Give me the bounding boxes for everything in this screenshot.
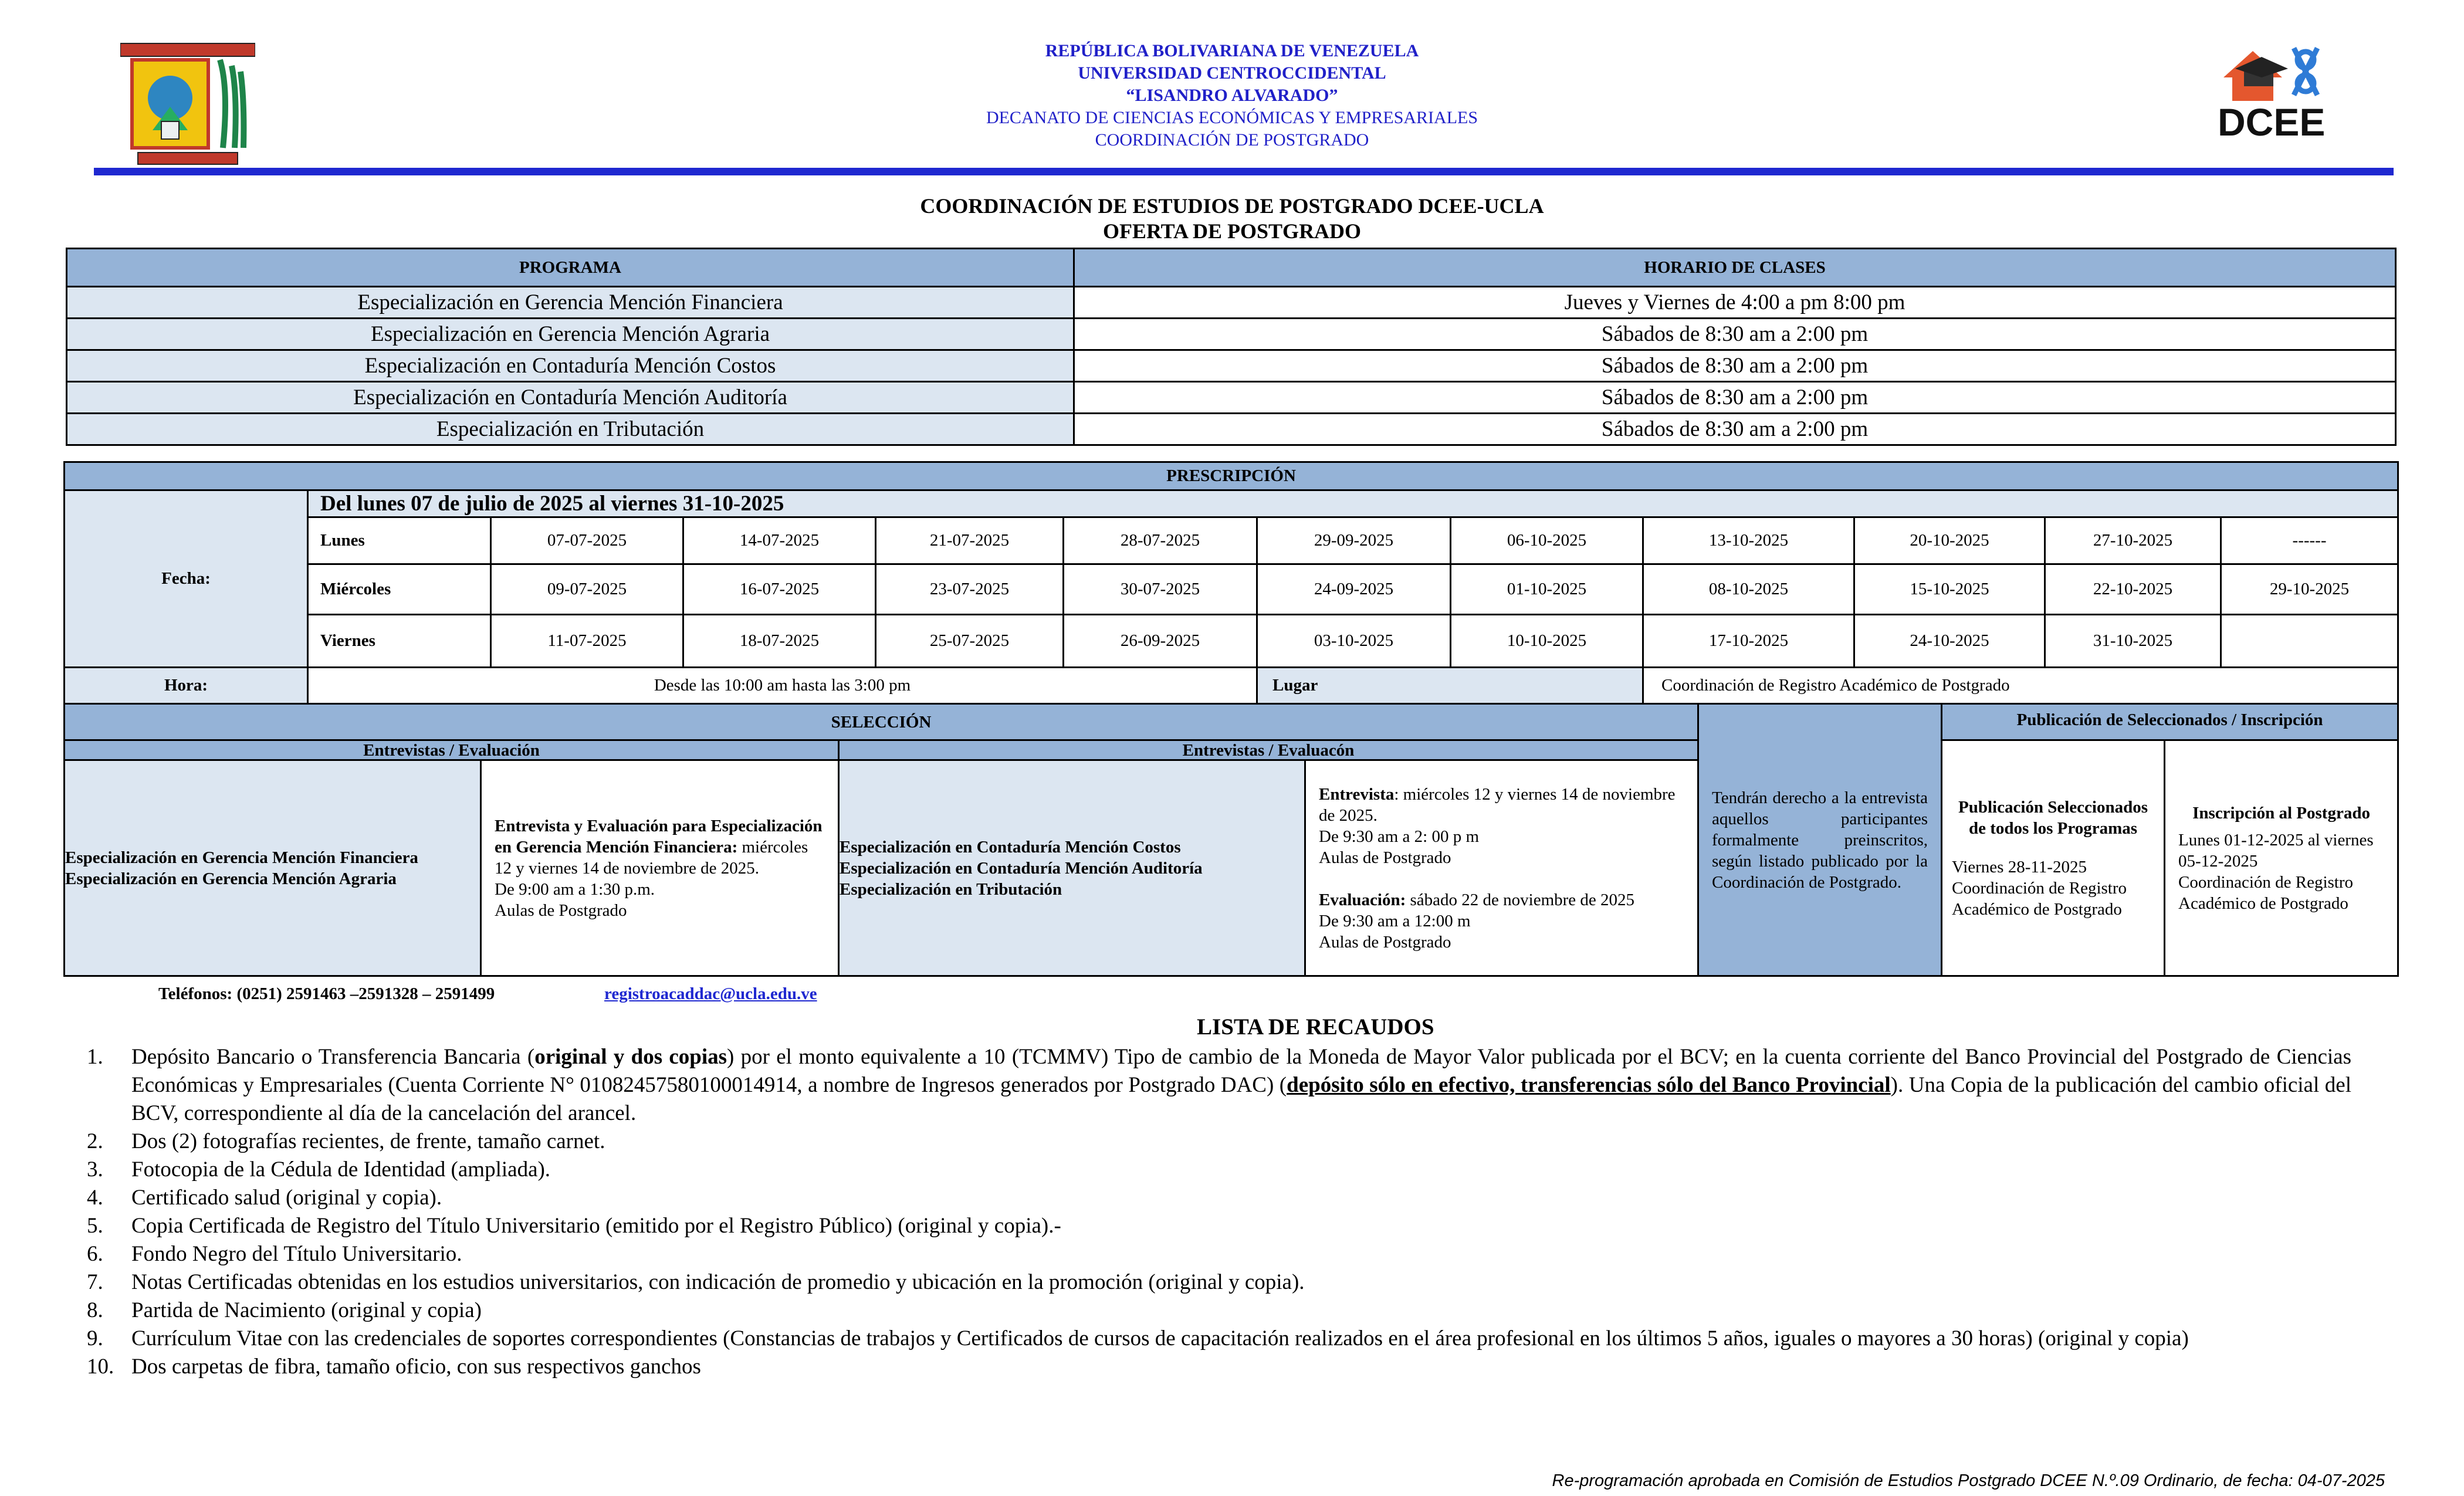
day-row-lunes: [65, 517, 2398, 564]
hora-label: Hora:: [65, 668, 308, 704]
lugar-label: Lugar: [1257, 668, 1643, 704]
header-line-5: COORDINACIÓN DE POSTGRADO: [1095, 130, 1369, 150]
date-cell: 24-10-2025: [1854, 615, 2045, 668]
program-header: PROGRAMA: [67, 249, 1074, 287]
date-cell: 17-10-2025: [1643, 615, 1854, 668]
group1-program: Especialización en Gerencia Mención Agraria: [65, 869, 397, 888]
header-line-4: DECANATO DE CIENCIAS ECONÓMICAS Y EMPRESARIALES: [986, 108, 1478, 127]
evaluacion-text: sábado 22 de noviembre de 2025: [1406, 890, 1635, 909]
group2-program: Especialización en Contaduría Mención Auditoría: [840, 858, 1203, 878]
entrevista-text: : miércoles 12 y viernes 14 de noviembre de 2025.: [1319, 784, 1676, 825]
program-schedule: Sábados de 8:30 am a 2:00 pm: [1074, 414, 2396, 445]
item-number: 3.: [87, 1157, 103, 1182]
date-cell: 11-07-2025: [491, 615, 683, 668]
group1-programs: [65, 760, 481, 976]
list-item: [87, 1128, 2351, 1156]
date-cell: 08-10-2025: [1643, 564, 1854, 615]
lugar-value: Coordinación de Registro Académico de Postgrado: [1643, 668, 2398, 704]
date-cell: 15-10-2025: [1854, 564, 2045, 615]
program-name: Especialización en Tributación: [67, 414, 1074, 445]
evaluacion-label: Evaluación:: [1319, 890, 1406, 909]
ucla-logo: [120, 42, 255, 168]
program-table: [66, 248, 2397, 446]
date-cell: 18-07-2025: [683, 615, 876, 668]
publicacion-date: Viernes 28-11-2025: [1952, 857, 2087, 876]
item-number: 2.: [87, 1129, 103, 1153]
item-text: Notas Certificadas obtenidas en los estudios universitarios, con indicación de promedio y ubicación en la promoción (original y copia).: [131, 1270, 1305, 1294]
item-text: Partida de Nacimiento (original y copia): [131, 1298, 482, 1322]
footer-note: Re-programación aprobada en Comisión de Estudios Postgrado DCEE N.º.09 Ordinario, de fecha: 04-07-2025: [1552, 1471, 2385, 1490]
program-row: [67, 287, 2396, 319]
day-name: Lunes: [308, 517, 491, 564]
document-title: [528, 194, 1936, 244]
program-row: [67, 319, 2396, 350]
publicacion-title: Publicación Seleccionados de todos los Programas: [1958, 797, 2148, 838]
item-text: Dos carpetas de fibra, tamaño oficio, con sus respectivos ganchos: [131, 1355, 701, 1379]
item-text: Fondo Negro del Título Universitario.: [131, 1242, 462, 1266]
date-cell: 29-10-2025: [2221, 564, 2398, 615]
item-number: 9.: [87, 1326, 103, 1351]
dcee-logo-text: DCEE: [2218, 100, 2326, 144]
item1-part-d: depósito sólo en efectivo, transferencias sólo del Banco Provincial: [1287, 1073, 1891, 1097]
inscripcion-title: Inscripción al Postgrado: [2192, 803, 2370, 823]
date-cell: 14-07-2025: [683, 517, 876, 564]
list-item: [87, 1184, 2351, 1212]
contact-phones: Teléfonos: (0251) 2591463 –2591328 – 2591499: [158, 984, 495, 1003]
evaluacion-place: Aulas de Postgrado: [1319, 932, 1451, 952]
inscripcion-place: Coordinación de Registro Académico de Postgrado: [2178, 872, 2354, 913]
list-item: [87, 1325, 2351, 1353]
header-line-1: REPÚBLICA BOLIVARIANA DE VENEZUELA: [1045, 41, 1419, 60]
group2-program: Especialización en Contaduría Mención Costos: [840, 837, 1181, 857]
header-line-3: “LISANDRO ALVARADO”: [1126, 86, 1338, 105]
inscripcion-date: Lunes 01-12-2025 al viernes 05-12-2025: [2178, 830, 2374, 871]
date-cell: 27-10-2025: [2045, 517, 2221, 564]
list-item: [87, 1212, 2351, 1240]
date-cell: 30-07-2025: [1064, 564, 1257, 615]
program-name: Especialización en Gerencia Mención Agraria: [67, 319, 1074, 350]
fecha-label: Fecha:: [65, 490, 308, 668]
group1-details-bold: Entrevista y Evaluación para Especialización en Gerencia Mención Financiera:: [495, 816, 823, 857]
program-schedule: Jueves y Viernes de 4:00 a pm 8:00 pm: [1074, 287, 2396, 319]
date-cell: 20-10-2025: [1854, 517, 2045, 564]
publicacion-header: Publicación de Seleccionados / Inscripción: [1942, 704, 2398, 740]
title-line-1: COORDINACIÓN DE ESTUDIOS DE POSTGRADO DCEE-UCLA: [920, 194, 1544, 218]
list-item: [87, 1156, 2351, 1184]
publicacion-place: Coordinación de Registro Académico de Postgrado: [1952, 878, 2127, 919]
item-text: Currículum Vitae con las credenciales de soportes correspondientes (Constancias de trabajos y Certificados de cursos de capacitación realizados en el área profesional en los últimos 5 años, iguales o mayores a 30 horas) (original y copia): [131, 1326, 2189, 1351]
hora-value: Desde las 10:00 am hasta las 3:00 pm: [308, 668, 1257, 704]
date-cell: 22-10-2025: [2045, 564, 2221, 615]
item-number: 1.: [87, 1045, 103, 1069]
title-line-2: OFERTA DE POSTGRADO: [1102, 219, 1362, 243]
date-cell: 31-10-2025: [2045, 615, 2221, 668]
program-schedule: Sábados de 8:30 am a 2:00 pm: [1074, 319, 2396, 350]
entrevista-place: Aulas de Postgrado: [1319, 848, 1451, 867]
group2-program: Especialización en Tributación: [840, 879, 1062, 899]
item1-part-a: Depósito Bancario o Transferencia Bancaria (: [131, 1045, 535, 1069]
date-cell: 09-07-2025: [491, 564, 683, 615]
recaudos-list: [87, 1043, 2351, 1381]
prescripcion-table: [63, 461, 2399, 705]
date-cell: 01-10-2025: [1451, 564, 1643, 615]
item1-part-c: ) por el monto equivalente a 10 (TCMMV) Tipo de cambio de la Moneda de Mayor Valor publicada por el BCV; en la cuenta corriente del Banco Provincial del Postgrado de Ciencias Económicas y Empresariales (Cuenta Corriente N° 01082457580100014914, a nombre de Ingresos generados por Postgrado DAC) (: [131, 1045, 2351, 1097]
entrevista-time: De 9:30 am a 2: 00 p m: [1319, 827, 1480, 846]
header-rule: [94, 168, 2394, 175]
seleccion-title: SELECCIÓN: [65, 704, 1698, 740]
program-name: Especialización en Contaduría Mención Costos: [67, 350, 1074, 382]
date-cell: ------: [2221, 517, 2398, 564]
group2-programs: [839, 760, 1305, 976]
item-text: Dos (2) fotografías recientes, de frente, tamaño carnet.: [131, 1129, 605, 1153]
date-cell: 26-09-2025: [1064, 615, 1257, 668]
group1-details: [481, 760, 839, 976]
program-row: [67, 350, 2396, 382]
date-cell: 23-07-2025: [876, 564, 1064, 615]
date-cell: [2221, 615, 2398, 668]
item-number: 7.: [87, 1270, 103, 1294]
item-text: Fotocopia de la Cédula de Identidad (ampliada).: [131, 1157, 551, 1182]
group1-details-text: miércoles 12 y viernes 14 de noviembre de 2025.: [495, 837, 808, 878]
recaudos-title: LISTA DE RECAUDOS: [1197, 1014, 1434, 1040]
item-text: Certificado salud (original y copia).: [131, 1186, 442, 1210]
list-item: [87, 1240, 2351, 1268]
list-item: [87, 1297, 2351, 1325]
entrevistas-subheader: Entrevistas / Evaluación: [65, 740, 839, 760]
program-name: Especialización en Contaduría Mención Auditoría: [67, 382, 1074, 414]
evaluacion-time: De 9:30 am a 12:00 m: [1319, 911, 1471, 930]
item1-part-e: ). Una Copia de la publicación del cambio oficial del BCV, correspondiente al día de la cancelación del arancel.: [131, 1073, 2351, 1125]
dcee-logo: [2212, 42, 2329, 145]
program-row: [67, 414, 2396, 445]
seleccion-table: [63, 703, 2399, 977]
header-line-2: UNIVERSIDAD CENTROCCIDENTAL: [1078, 63, 1386, 83]
day-name: Miércoles: [308, 564, 491, 615]
program-name: Especialización en Gerencia Mención Financiera: [67, 287, 1074, 319]
date-cell: 24-09-2025: [1257, 564, 1451, 615]
item-number: 4.: [87, 1186, 103, 1210]
schedule-header: HORARIO DE CLASES: [1074, 249, 2396, 287]
item-text: Copia Certificada de Registro del Título Universitario (emitido por el Registro Público) (original y copia).-: [131, 1214, 1061, 1238]
day-row-viernes: [65, 615, 2398, 668]
institution-header: [763, 40, 1701, 151]
inscripcion-cell: [2165, 740, 2398, 976]
program-row: [67, 382, 2396, 414]
item-number: 10.: [87, 1355, 114, 1379]
date-cell: 10-10-2025: [1451, 615, 1643, 668]
date-cell: 13-10-2025: [1643, 517, 1854, 564]
group1-time: De 9:00 am a 1:30 p.m.: [495, 879, 655, 899]
date-cell: 28-07-2025: [1064, 517, 1257, 564]
group1-place: Aulas de Postgrado: [495, 901, 627, 920]
day-row-miercoles: [65, 564, 2398, 615]
contact-email-link[interactable]: registroacaddac@ucla.edu.ve: [604, 984, 817, 1003]
group1-program: Especialización en Gerencia Mención Financiera: [65, 848, 418, 867]
list-item: [87, 1353, 2351, 1381]
prescripcion-title: PRESCRIPCIÓN: [65, 462, 2398, 490]
entrevista-label: Entrevista: [1319, 784, 1395, 804]
day-name: Viernes: [308, 615, 491, 668]
item-number: 6.: [87, 1242, 103, 1266]
date-cell: 03-10-2025: [1257, 615, 1451, 668]
entrevistas-subheader-2: Entrevistas / Evaluacón: [839, 740, 1698, 760]
group2-details: [1305, 760, 1698, 976]
item1-part-b: original y dos copias: [534, 1045, 727, 1069]
list-item: [87, 1043, 2351, 1128]
date-cell: 29-09-2025: [1257, 517, 1451, 564]
date-cell: 25-07-2025: [876, 615, 1064, 668]
program-schedule: Sábados de 8:30 am a 2:00 pm: [1074, 382, 2396, 414]
list-item: [87, 1268, 2351, 1297]
program-schedule: Sábados de 8:30 am a 2:00 pm: [1074, 350, 2396, 382]
date-cell: 07-07-2025: [491, 517, 683, 564]
date-cell: 16-07-2025: [683, 564, 876, 615]
item-number: 8.: [87, 1298, 103, 1322]
seleccion-note: Tendrán derecho a la entrevista aquellos participantes formalmente preinscritos, según listado publicado por la Coordinación de Postgrado.: [1698, 704, 1942, 976]
prescripcion-range: Del lunes 07 de julio de 2025 al viernes 31-10-2025: [308, 490, 2398, 517]
item-number: 5.: [87, 1214, 103, 1238]
publicacion-cell: [1942, 740, 2165, 976]
date-cell: 21-07-2025: [876, 517, 1064, 564]
date-cell: 06-10-2025: [1451, 517, 1643, 564]
